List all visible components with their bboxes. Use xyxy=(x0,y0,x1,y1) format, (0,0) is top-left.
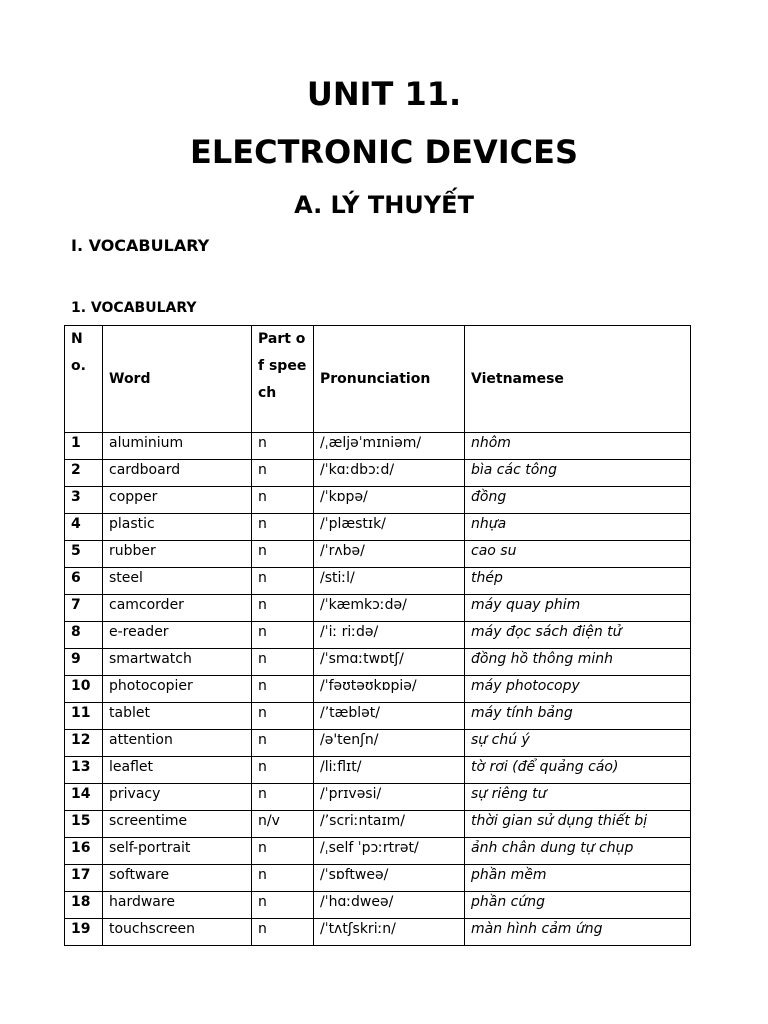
cell-word: hardware xyxy=(103,892,252,919)
header-pronunciation: Pronunciation xyxy=(314,326,465,433)
table-row xyxy=(65,757,691,784)
table-row xyxy=(65,487,691,514)
table-row xyxy=(65,865,691,892)
cell-pronunciation: /stiːl/ xyxy=(314,568,465,595)
cell-no: 12 xyxy=(65,730,103,757)
cell-word: tablet xyxy=(103,703,252,730)
cell-pronunciation: /ˈtʌtʃskriːn/ xyxy=(314,919,465,946)
cell-pronunciation: /ˈrʌbə/ xyxy=(314,541,465,568)
cell-vietnamese: thép xyxy=(465,568,691,595)
cell-word: rubber xyxy=(103,541,252,568)
cell-vietnamese: máy tính bảng xyxy=(465,703,691,730)
cell-pronunciation: /’tæblət/ xyxy=(314,703,465,730)
cell-vietnamese: máy đọc sách điện tử xyxy=(465,622,691,649)
cell-word: camcorder xyxy=(103,595,252,622)
table-row xyxy=(65,919,691,946)
cell-vietnamese: nhựa xyxy=(465,514,691,541)
table-row xyxy=(65,595,691,622)
cell-word: leaflet xyxy=(103,757,252,784)
cell-pronunciation: /ˈkɑːdbɔːd/ xyxy=(314,460,465,487)
cell-no: 4 xyxy=(65,514,103,541)
cell-vietnamese: đồng hồ thông minh xyxy=(465,649,691,676)
table-row xyxy=(65,703,691,730)
cell-vietnamese: ảnh chân dung tự chụp xyxy=(465,838,691,865)
cell-no: 13 xyxy=(65,757,103,784)
cell-word: privacy xyxy=(103,784,252,811)
vocabulary-table xyxy=(64,325,691,946)
cell-part-of-speech: n/v xyxy=(252,811,314,838)
table-row xyxy=(65,676,691,703)
table-row xyxy=(65,838,691,865)
table-row xyxy=(65,541,691,568)
cell-no: 9 xyxy=(65,649,103,676)
cell-pronunciation: /ˌself ˈpɔːrtrət/ xyxy=(314,838,465,865)
cell-part-of-speech: n xyxy=(252,514,314,541)
cell-no: 2 xyxy=(65,460,103,487)
cell-vietnamese: sự riêng tư xyxy=(465,784,691,811)
table-row xyxy=(65,892,691,919)
cell-part-of-speech: n xyxy=(252,541,314,568)
header-word: Word xyxy=(103,326,252,433)
cell-pronunciation: /ˈfəʊtəʊkɒpiə/ xyxy=(314,676,465,703)
cell-vietnamese: bìa các tông xyxy=(465,460,691,487)
cell-word: smartwatch xyxy=(103,649,252,676)
cell-no: 17 xyxy=(65,865,103,892)
cell-word: photocopier xyxy=(103,676,252,703)
cell-part-of-speech: n xyxy=(252,460,314,487)
cell-word: attention xyxy=(103,730,252,757)
cell-no: 3 xyxy=(65,487,103,514)
cell-pronunciation: /’scriːntaɪm/ xyxy=(314,811,465,838)
cell-word: screentime xyxy=(103,811,252,838)
cell-part-of-speech: n xyxy=(252,784,314,811)
table-row xyxy=(65,784,691,811)
table-row xyxy=(65,568,691,595)
cell-pronunciation: /ˈprɪvəsi/ xyxy=(314,784,465,811)
cell-no: 7 xyxy=(65,595,103,622)
cell-no: 19 xyxy=(65,919,103,946)
cell-vietnamese: cao su xyxy=(465,541,691,568)
cell-word: e-reader xyxy=(103,622,252,649)
cell-word: copper xyxy=(103,487,252,514)
table-row xyxy=(65,433,691,460)
cell-no: 11 xyxy=(65,703,103,730)
cell-no: 18 xyxy=(65,892,103,919)
cell-vietnamese: máy quay phim xyxy=(465,595,691,622)
cell-no: 5 xyxy=(65,541,103,568)
cell-vietnamese: nhôm xyxy=(465,433,691,460)
cell-part-of-speech: n xyxy=(252,703,314,730)
cell-word: plastic xyxy=(103,514,252,541)
cell-no: 15 xyxy=(65,811,103,838)
cell-part-of-speech: n xyxy=(252,865,314,892)
cell-pronunciation: /liːflɪt/ xyxy=(314,757,465,784)
cell-pronunciation: /ˈsmɑːtwɒtʃ/ xyxy=(314,649,465,676)
cell-word: aluminium xyxy=(103,433,252,460)
subsection-heading: 1. VOCABULARY xyxy=(71,300,197,316)
cell-pronunciation: /ˈhɑːdweə/ xyxy=(314,892,465,919)
cell-part-of-speech: n xyxy=(252,595,314,622)
cell-pronunciation: /ˌæljəˈmɪniəm/ xyxy=(314,433,465,460)
unit-name: ELECTRONIC DEVICES xyxy=(189,133,579,171)
table-row xyxy=(65,460,691,487)
cell-part-of-speech: n xyxy=(252,649,314,676)
header-no: No. xyxy=(65,326,103,433)
table-row xyxy=(65,622,691,649)
cell-vietnamese: phần cứng xyxy=(465,892,691,919)
cell-word: software xyxy=(103,865,252,892)
header-part-of-speech: Part of speech xyxy=(252,326,314,433)
unit-title: UNIT 11. xyxy=(306,75,462,113)
cell-pronunciation: /ˈsɒftweə/ xyxy=(314,865,465,892)
table-row xyxy=(65,514,691,541)
header-vietnamese: Vietnamese xyxy=(465,326,691,433)
cell-part-of-speech: n xyxy=(252,919,314,946)
cell-vietnamese: thời gian sử dụng thiết bị xyxy=(465,811,691,838)
cell-no: 16 xyxy=(65,838,103,865)
cell-vietnamese: máy photocopy xyxy=(465,676,691,703)
cell-word: steel xyxy=(103,568,252,595)
cell-no: 14 xyxy=(65,784,103,811)
cell-pronunciation: /ˈplæstɪk/ xyxy=(314,514,465,541)
cell-pronunciation: /ˈkɒpə/ xyxy=(314,487,465,514)
table-row xyxy=(65,811,691,838)
cell-part-of-speech: n xyxy=(252,433,314,460)
cell-pronunciation: /ˈkæmkɔːdə/ xyxy=(314,595,465,622)
table-body xyxy=(65,433,691,946)
cell-vietnamese: tờ rơi (để quảng cáo) xyxy=(465,757,691,784)
cell-part-of-speech: n xyxy=(252,568,314,595)
cell-no: 10 xyxy=(65,676,103,703)
section-a-heading: A. LÝ THUYẾT xyxy=(294,191,474,219)
cell-no: 6 xyxy=(65,568,103,595)
cell-part-of-speech: n xyxy=(252,838,314,865)
section-i-heading: I. VOCABULARY xyxy=(71,236,210,255)
table-header-row xyxy=(65,326,691,433)
cell-vietnamese: màn hình cảm ứng xyxy=(465,919,691,946)
cell-word: touchscreen xyxy=(103,919,252,946)
cell-word: self-portrait xyxy=(103,838,252,865)
cell-word: cardboard xyxy=(103,460,252,487)
cell-pronunciation: /ˈiː riːdə/ xyxy=(314,622,465,649)
cell-vietnamese: phần mềm xyxy=(465,865,691,892)
cell-no: 1 xyxy=(65,433,103,460)
cell-no: 8 xyxy=(65,622,103,649)
cell-part-of-speech: n xyxy=(252,622,314,649)
cell-part-of-speech: n xyxy=(252,757,314,784)
cell-vietnamese: đồng xyxy=(465,487,691,514)
table-row xyxy=(65,649,691,676)
cell-part-of-speech: n xyxy=(252,676,314,703)
cell-part-of-speech: n xyxy=(252,892,314,919)
cell-vietnamese: sự chú ý xyxy=(465,730,691,757)
cell-part-of-speech: n xyxy=(252,730,314,757)
cell-pronunciation: /ə'tenʃn/ xyxy=(314,730,465,757)
table-row xyxy=(65,730,691,757)
cell-part-of-speech: n xyxy=(252,487,314,514)
